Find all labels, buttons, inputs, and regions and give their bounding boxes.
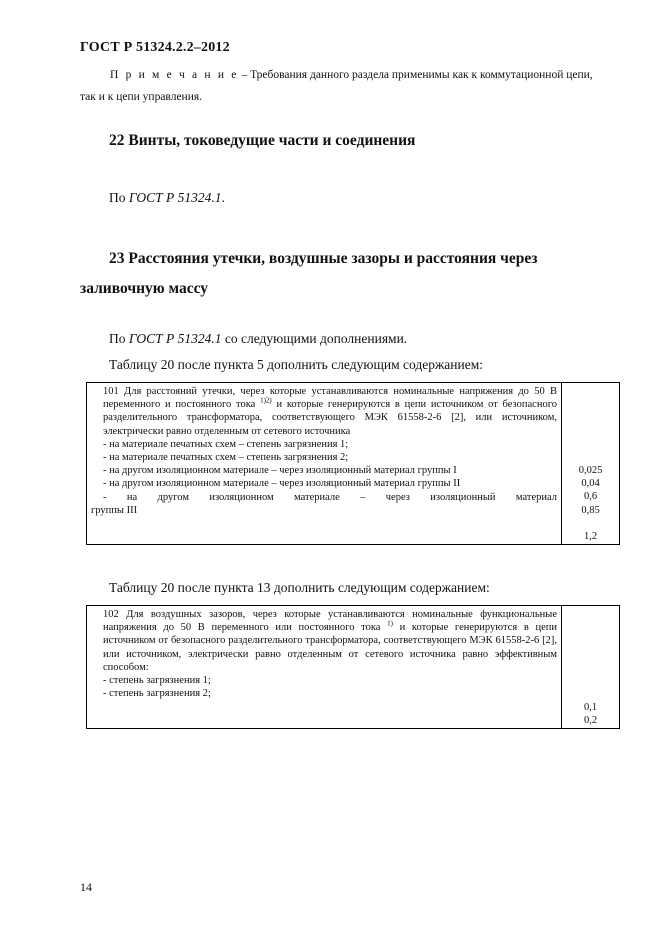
table-2-item: - степень загрязнения 2; xyxy=(103,688,211,700)
table-1-item: - на другом изоляционном материале – через изоляционный материал группы II xyxy=(103,478,461,490)
creepage-table xyxy=(86,382,620,545)
table-1-value: 0,85 xyxy=(581,504,600,516)
table-1-item-continued: группы III xyxy=(91,504,138,516)
table-1-intro xyxy=(91,385,557,438)
section-23-suffix: со следующими дополнениями. xyxy=(221,331,408,346)
table-cell-values xyxy=(562,383,620,545)
table-1-item: - на другом изоляционном материале – через изоляционный материал группы I xyxy=(103,465,457,477)
footnote-ref: 1)2) xyxy=(260,396,272,405)
section-23-paragraph-2: Таблицу 20 после пункта 5 дополнить следующим содержанием: xyxy=(109,357,483,372)
section-22-prefix: По xyxy=(109,190,129,205)
table-row xyxy=(87,383,620,545)
table-cell-description xyxy=(87,606,562,729)
section-23-prefix: По xyxy=(109,331,129,346)
table-2-intro-a: 102 Для воздушных зазоров, через которые устанавливаются номинальные функциональные напряжения до 50 В переменного или постоянного тока xyxy=(103,609,557,634)
page-number: 14 xyxy=(80,880,92,894)
footnote-ref: 1) xyxy=(387,619,393,628)
table-1-intro-b: и которые генерируются в цепи источником от безопасного разделительного трансформатора, соответствующего МЭК 61558-2-6 [2], или источником, электрически равно отделенным от сетевого источника xyxy=(103,399,557,437)
table-1-intro-a: 101 Для расстояний утечки, через которые устанавливаются номинальные напряжения до 50 В переменного и постоянного тока xyxy=(103,386,557,411)
section-23-heading-line2: заливочную массу xyxy=(80,280,209,297)
section-23-paragraph-1 xyxy=(109,331,407,347)
table-cell-description xyxy=(87,383,562,545)
section-23-heading-line1: 23 Расстояния утечки, воздушные зазоры и расстояния через xyxy=(109,250,538,267)
note-first-line xyxy=(80,64,630,86)
section-22-paragraph xyxy=(109,190,225,206)
section-22-heading: 22 Винты, токоведущие части и соединения xyxy=(109,132,416,149)
table-1-item: - на материале печатных схем – степень загрязнения 2; xyxy=(103,452,349,464)
table-2-value: 0,1 xyxy=(583,702,598,713)
table-cell-values xyxy=(562,606,620,729)
table-1-value: 0,6 xyxy=(583,491,598,503)
note-text-second: так и к цепи управления. xyxy=(80,91,203,103)
table-1-value: 1,2 xyxy=(583,530,598,542)
table-2-value: 0,2 xyxy=(583,715,598,727)
section-23-heading xyxy=(80,244,630,304)
section-22-reference: ГОСТ Р 51324.1 xyxy=(128,190,222,205)
section-22-suffix: . xyxy=(221,190,225,205)
table-1-item: - на материале печатных схем – степень загрязнения 1; xyxy=(103,438,349,450)
table-1-value: 0,025 xyxy=(578,465,603,476)
section-23-reference: ГОСТ Р 51324.1 xyxy=(128,331,222,346)
note-label: П р и м е ч а н и е xyxy=(110,69,239,81)
note-text-first: – Требования данного раздела применимы как к коммутационной цепи, xyxy=(238,69,593,81)
clearance-table xyxy=(86,605,620,729)
table-2-item: - степень загрязнения 1; xyxy=(103,675,211,687)
table-1-item: - на другом изоляционном материале – через изоляционный материал xyxy=(103,491,557,503)
table-row xyxy=(87,606,620,729)
section-23-paragraph-3: Таблицу 20 после пункта 13 дополнить следующим содержанием: xyxy=(109,580,490,595)
document-header: ГОСТ Р 51324.2.2–2012 xyxy=(80,40,230,55)
note-paragraph xyxy=(80,64,630,108)
table-1-value: 0,04 xyxy=(581,478,600,490)
table-2-intro xyxy=(91,608,557,674)
table-2-intro-b: и которые генерируются в цепи источником от безопасного разделительного трансформатора, соответствующего МЭК 61558-2-6 [2], или источником, электрически равно отделенным от сетевого источника равно эффективным способом: xyxy=(103,622,557,673)
